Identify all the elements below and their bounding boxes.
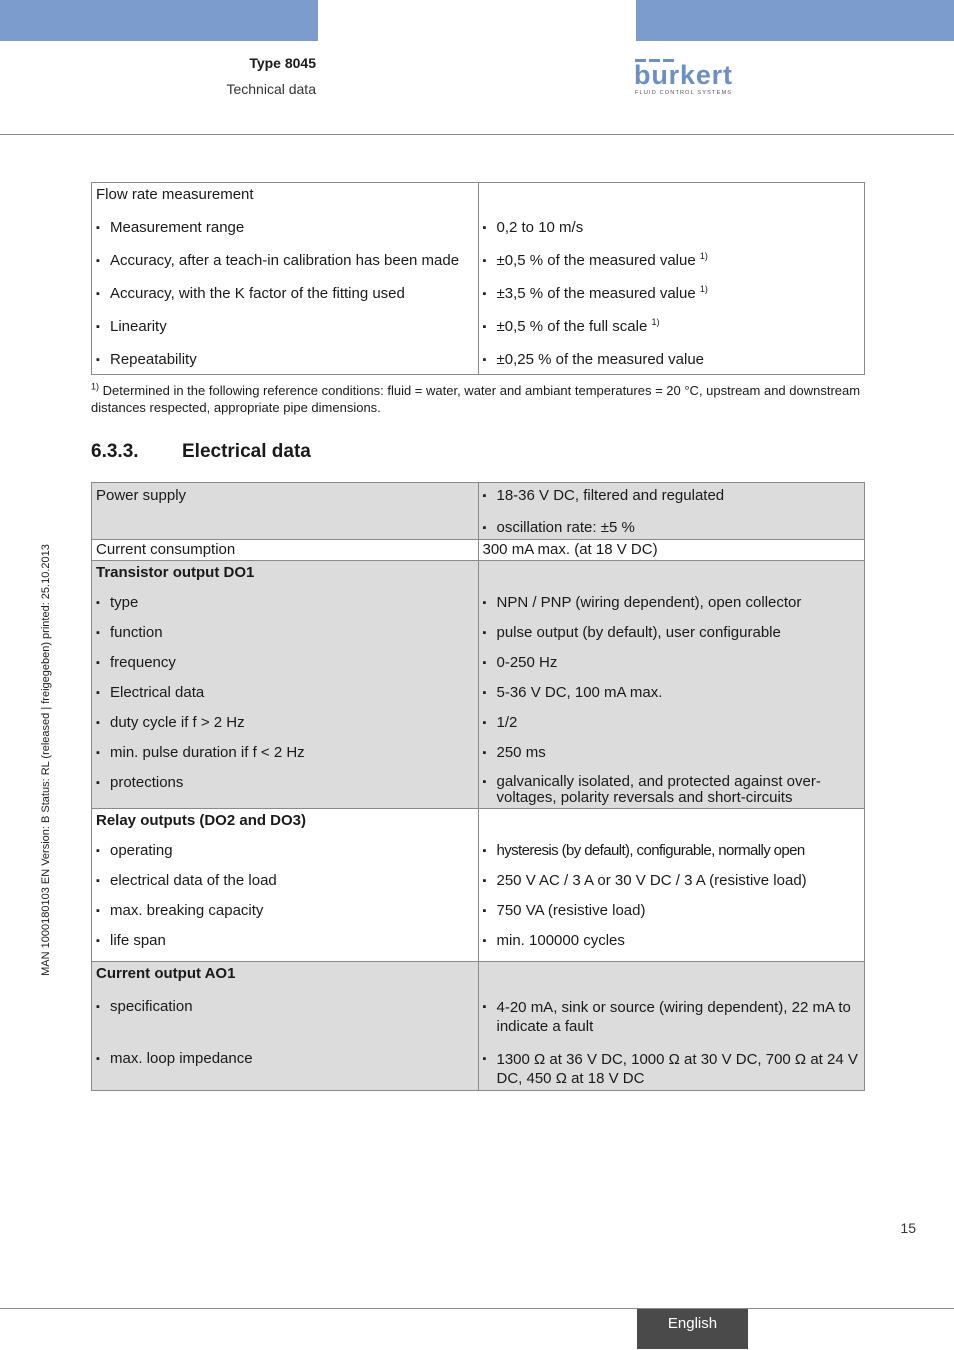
transistor-label: ▪ frequency — [96, 654, 474, 672]
flow-label: ▪ Repeatability — [96, 351, 474, 369]
footnote: $^{1)}$ Determined in the following reference conditions: fluid = water, water and ambiant temperatures = 20 °C, upstream and downstream distances respected, appropriate pipe dimensions. — [91, 381, 861, 415]
transistor-value: ▪ 250 ms — [483, 744, 861, 762]
flow-value: ▪ ±0,5 % of the full scale $^{1)}$ — [483, 318, 861, 336]
flow-label: ▪ Accuracy, with the K factor of the fitting used — [96, 285, 474, 303]
flow-value: ▪ ±0,25 % of the measured value — [483, 351, 861, 369]
flow-rate-table — [91, 182, 865, 375]
transistor-value: ▪ galvanically isolated, and protected against over-voltages, polarity reversals and short-circuits — [483, 774, 861, 806]
document-meta: MAN 1000180103 EN Version: B Status: RL (released | freigegeben) printed: 25.10.2013 — [40, 544, 52, 976]
transistor-value: ▪ 1/2 — [483, 714, 861, 732]
current-output-value: ▪ 1300 Ω at 36 V DC, 1000 Ω at 30 V DC, 700 Ω at 24 V DC, 450 Ω at 18 V DC — [483, 1050, 861, 1088]
burkert-logo — [634, 58, 734, 96]
transistor-label: ▪ type — [96, 594, 474, 612]
relay-label: ▪ electrical data of the load — [96, 872, 474, 890]
header-rule — [0, 134, 954, 135]
relay-label: ▪ life span — [96, 932, 474, 950]
power-supply-label: Power supply — [96, 487, 187, 504]
transistor-label: ▪ protections — [96, 774, 474, 792]
header-band-left — [0, 0, 318, 41]
transistor-label: ▪ duty cycle if f > 2 Hz — [96, 714, 474, 732]
flow-label: ▪ Linearity — [96, 318, 474, 336]
current-output-label: ▪ specification — [96, 998, 474, 1016]
relay-value: ▪ 250 V AC / 3 A or 30 V DC / 3 A (resistive load) — [483, 872, 861, 890]
current-consumption-value: 300 mA max. (at 18 V DC) — [482, 541, 658, 558]
electrical-data-table — [91, 482, 865, 1091]
flow-value: ▪ ±0,5 % of the measured value $^{1)}$ — [483, 252, 861, 270]
transistor-label: ▪ min. pulse duration if f < 2 Hz — [96, 744, 474, 762]
current-output-label: ▪ max. loop impedance — [96, 1050, 474, 1068]
current-consumption-label: Current consumption — [96, 541, 236, 558]
relay-value: ▪ min. 100000 cycles — [483, 932, 861, 950]
section-heading: 6.3.3. Electrical data — [91, 441, 311, 462]
flow-table-title: Flow rate measurement — [96, 186, 254, 203]
relay-label: ▪ max. breaking capacity — [96, 902, 474, 920]
svg-text:burkert: burkert — [634, 60, 732, 90]
section-label: Technical data — [226, 81, 316, 97]
relay-title: Relay outputs (DO2 and DO3) — [96, 812, 307, 829]
current-output-value: ▪ 4-20 mA, sink or source (wiring dependent), 22 mA to indicate a fault — [483, 998, 861, 1036]
language-tab: English — [637, 1309, 748, 1349]
transistor-value: ▪ pulse output (by default), user configurable — [483, 624, 861, 642]
page-number: 15 — [900, 1220, 916, 1236]
transistor-value: ▪ 0-250 Hz — [483, 654, 861, 672]
power-supply-value: ▪ oscillation rate: ±5 % — [483, 519, 861, 537]
header-band-right — [636, 0, 954, 41]
flow-label: ▪ Accuracy, after a teach-in calibration has been made — [96, 252, 474, 270]
footer-rule — [0, 1308, 954, 1309]
current-output-title: Current output AO1 — [96, 965, 236, 982]
transistor-label: ▪ function — [96, 624, 474, 642]
power-supply-value: ▪ 18-36 V DC, filtered and regulated — [483, 487, 861, 505]
transistor-label: ▪ Electrical data — [96, 684, 474, 702]
relay-value: ▪ 750 VA (resistive load) — [483, 902, 861, 920]
svg-text:FLUID CONTROL SYSTEMS: FLUID CONTROL SYSTEMS — [635, 90, 731, 96]
transistor-value: ▪ NPN / PNP (wiring dependent), open collector — [483, 594, 861, 612]
flow-value: ▪ ±3,5 % of the measured value $^{1)}$ — [483, 285, 861, 303]
flow-value: ▪ 0,2 to 10 m/s — [483, 219, 861, 237]
document-type: Type 8045 — [249, 55, 316, 71]
relay-value: ▪ hysteresis (by default), configurable, normally open — [483, 842, 861, 860]
transistor-value: ▪ 5-36 V DC, 100 mA max. — [483, 684, 861, 702]
transistor-title: Transistor output DO1 — [96, 564, 255, 581]
relay-label: ▪ operating — [96, 842, 474, 860]
flow-label: ▪ Measurement range — [96, 219, 474, 237]
